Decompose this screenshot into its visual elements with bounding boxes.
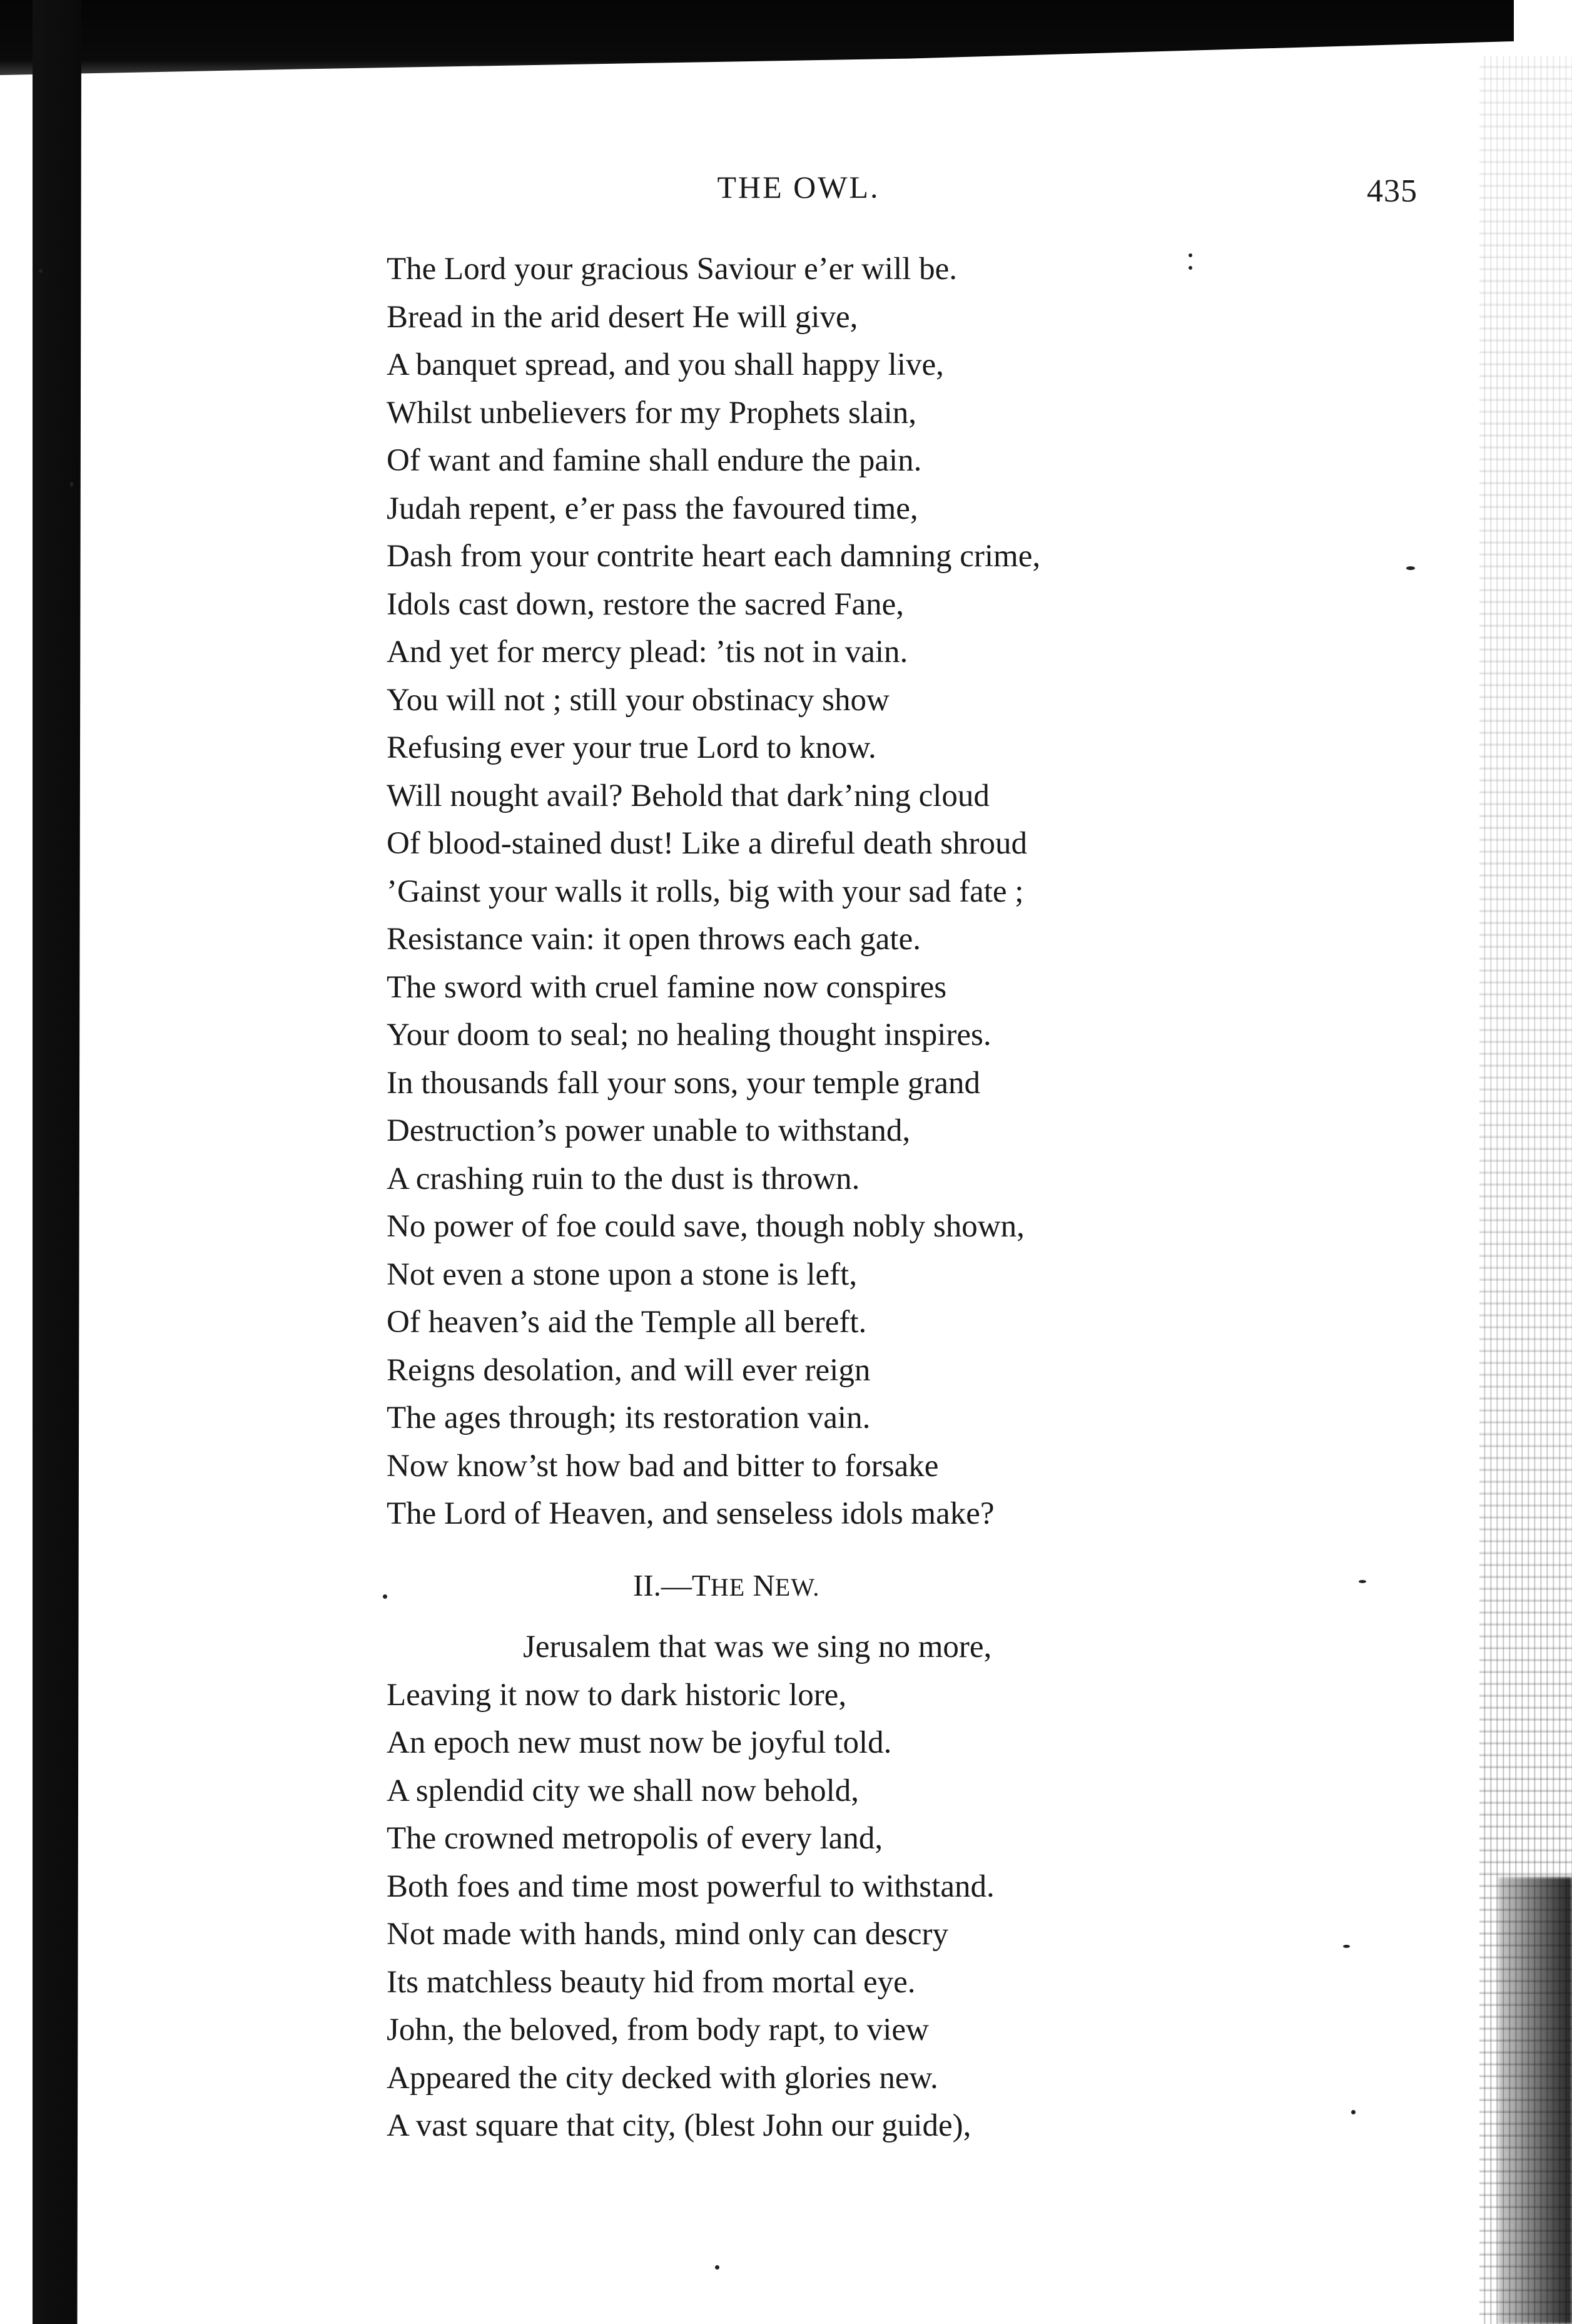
poem-body — [387, 245, 1419, 2150]
scan-speck — [1359, 1580, 1366, 1583]
poem-line: Of blood-stained dust! Like a direful death shroud — [387, 826, 1027, 861]
poem-line: Bread in the arid desert He will give, — [387, 299, 858, 335]
scan-right-edge-shadow — [1498, 1877, 1572, 2324]
poem-line: Idols cast down, restore the sacred Fane, — [387, 586, 905, 622]
poem-line: ’Gainst your walls it rolls, big with your sad fate ; — [387, 874, 1024, 909]
heading-small-caps: EW. — [774, 1572, 820, 1601]
poem-line: John, the beloved, from body rapt, to view — [387, 2012, 929, 2047]
poem-line: Whilst unbelievers for my Prophets slain, — [387, 395, 917, 431]
scan-speck — [1189, 253, 1192, 257]
poem-line: The Lord your gracious Saviour e’er will be. — [387, 252, 958, 287]
scan-top-edge — [0, 0, 1514, 75]
poem-line: In thousands fall your sons, your temple grand — [387, 1065, 981, 1101]
scan-speck — [1189, 266, 1192, 270]
poem-line: Will nought avail? Behold that dark’ning cloud — [387, 778, 990, 813]
poem-line: No power of foe could save, though nobly shown, — [387, 1209, 1025, 1244]
poem-line: The ages through; its restoration vain. — [387, 1400, 871, 1435]
poem-line: Reigns desolation, and will ever reign — [387, 1352, 871, 1388]
scan-speck — [1406, 566, 1415, 570]
poem-line: Your doom to seal; no healing thought inspires. — [387, 1017, 991, 1052]
poem-line: Resistance vain: it open throws each gate. — [387, 922, 921, 957]
poem-line: Appeared the city decked with glories new. — [387, 2060, 938, 2096]
poem-line: A banquet spread, and you shall happy live, — [387, 347, 944, 382]
poem-line: Of want and famine shall endure the pain. — [387, 443, 922, 478]
poem-line: Not made with hands, mind only can descry — [387, 1917, 948, 1952]
poem-line: Judah repent, e’er pass the favoured time, — [387, 491, 918, 526]
poem-line: Refusing ever your true Lord to know. — [387, 730, 876, 765]
heading-initial: T — [691, 1567, 711, 1603]
poem-line: A vast square that city, (blest John our guide), — [387, 2108, 971, 2143]
section-one — [387, 245, 1419, 1538]
running-title: THE OWL. — [717, 170, 880, 205]
scan-speck — [715, 2265, 719, 2270]
section-two — [387, 1623, 1419, 2150]
poem-line: Its matchless beauty hid from mortal eye. — [387, 1964, 916, 2000]
poem-line: Both foes and time most powerful to withstand. — [387, 1868, 995, 1904]
running-head — [0, 169, 1572, 205]
poem-line: Not even a stone upon a stone is left, — [387, 1256, 858, 1292]
poem-line: An epoch new must now be joyful told. — [387, 1725, 892, 1760]
poem-line-indented: Jerusalem that was we sing no more, — [523, 1629, 992, 1664]
poem-line: And yet for mercy plead: ’tis not in vain. — [387, 635, 908, 670]
scan-speck — [70, 482, 73, 487]
heading-small-caps: HE — [710, 1572, 746, 1601]
poem-line: Now know’st how bad and bitter to forsake — [387, 1448, 939, 1484]
poem-line: The Lord of Heaven, and senseless idols make? — [387, 1496, 995, 1531]
heading-initial: N — [753, 1567, 775, 1603]
heading-numeral: II.— — [633, 1567, 692, 1603]
scan-speck — [1351, 2110, 1356, 2114]
poem-line: Leaving it now to dark historic lore, — [387, 1677, 847, 1713]
poem-line: You will not ; still your obstinacy show — [387, 682, 890, 718]
poem-line: Of heaven’s aid the Temple all bereft. — [387, 1305, 867, 1340]
poem-line: The sword with cruel famine now conspires — [387, 969, 947, 1005]
poem-line: Dash from your contrite heart each damning crime, — [387, 539, 1041, 574]
scan-speck — [383, 1594, 387, 1599]
scan-speck — [1343, 1945, 1350, 1948]
scan-left-edge — [0, 0, 81, 2324]
section-heading — [387, 1562, 1419, 1610]
poem-line: A crashing ruin to the dust is thrown. — [387, 1161, 860, 1196]
poem-line: A splendid city we shall now behold, — [387, 1773, 859, 1808]
page-number: 435 — [1367, 173, 1417, 209]
poem-line: The crowned metropolis of every land, — [387, 1821, 883, 1856]
poem-line: Destruction’s power unable to withstand, — [387, 1113, 911, 1148]
scan-speck — [39, 269, 43, 273]
